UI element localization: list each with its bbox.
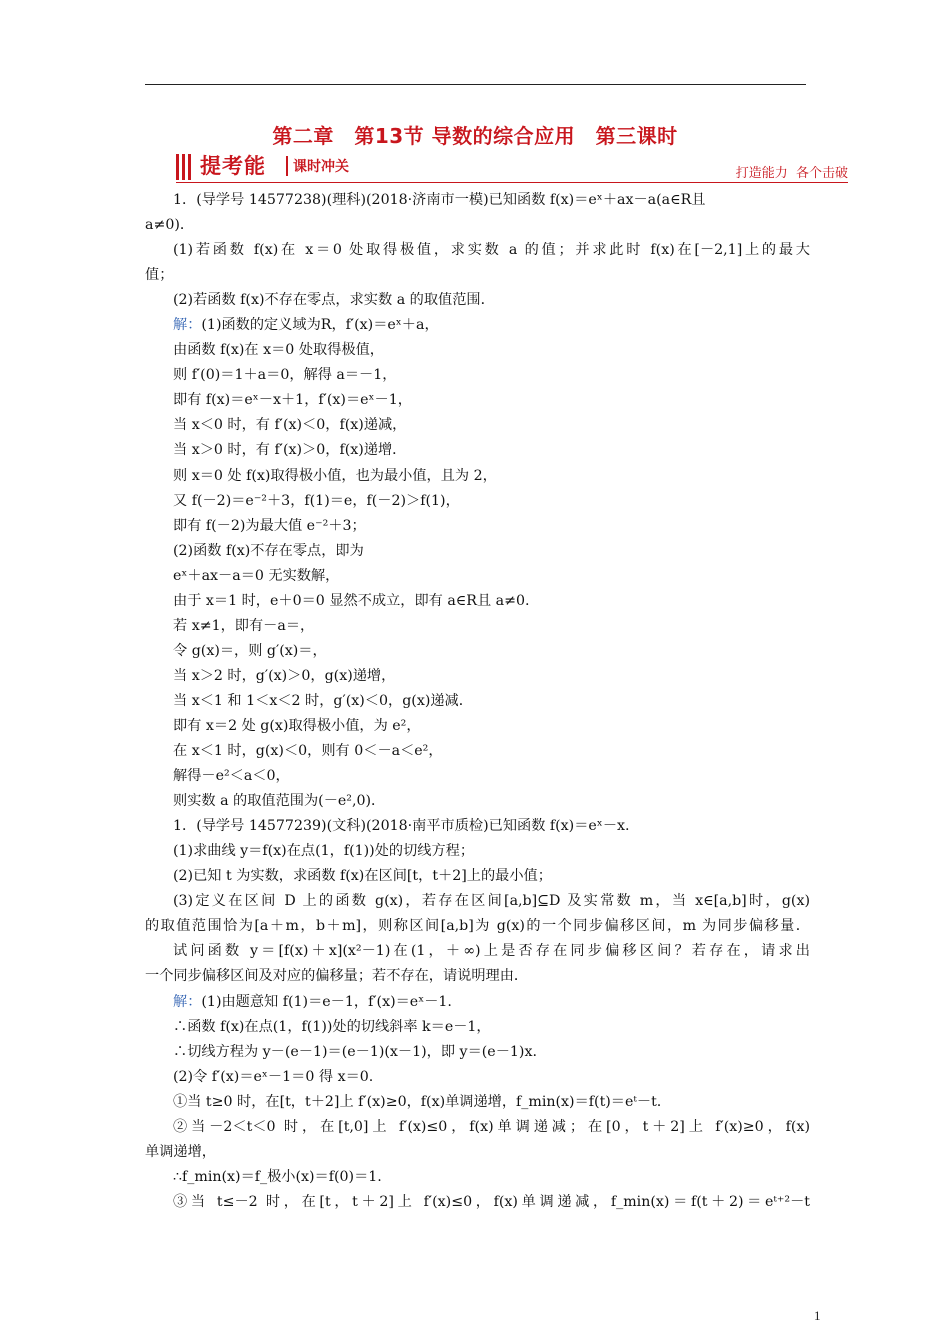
solution-line: 令 g(x)＝，则 g′(x)＝，: [173, 642, 327, 659]
problem-line: 1．(导学号 14577239)(文科)(2018·南平市质检)已知函数 f(x)＝eˣ－x.: [173, 818, 630, 835]
solution-line: 即有 x＝2 处 g(x)取得极小值，为 e²，: [173, 717, 421, 734]
solution-line: 由于 x＝1 时，e＋0＝0 显然不成立，即有 a∈R且 a≠0.: [173, 592, 530, 609]
solution-line: 当 x＜0 时，有 f′(x)＜0，f(x)递减，: [173, 417, 407, 434]
solution-label: 解：: [173, 993, 202, 1010]
banner-divider: [286, 156, 288, 176]
solution-line: ③当 t≤－2 时，在[t，t＋2]上 f′(x)≤0，f(x)单调递减，f_min(x)＝f(t＋2)＝eᵗ⁺²－t: [173, 1193, 810, 1210]
problem-line: (2)若函数 f(x)不存在零点，求实数 a 的取值范围．: [173, 292, 495, 309]
problem-line: (1)求曲线 y＝f(x)在点(1，f(1))处的切线方程；: [173, 843, 475, 860]
banner-sub-label: 课时冲关: [293, 159, 349, 175]
solution-line: 即有 f(－2)为最大值 e⁻²＋3；: [173, 517, 366, 534]
problem-line: 1．(导学号 14577238)(理科)(2018·济南市一模)已知函数 f(x)＝eˣ＋ax－a(a∈R且: [173, 192, 706, 208]
solution-line: 则实数 a 的取值范围为(－e²,0)．: [173, 793, 386, 810]
banner-rule: [176, 182, 848, 183]
problem-line: 值；: [145, 267, 174, 284]
solution-line: 解得－e²＜a＜0，: [173, 768, 290, 785]
page-number: 1: [814, 1308, 821, 1323]
solution-line: (2)令 f′(x)＝eˣ－1＝0 得 x＝0.: [173, 1068, 374, 1085]
problem-line: (3)定义在区间 D 上的函数 g(x)，若存在区间[a,b]⊆D 及实常数 m，当 x∈[a,b]时，g(x): [173, 893, 810, 910]
solution-line: 则 x＝0 处 f(x)取得极小值，也为最小值，且为 2，: [173, 467, 497, 484]
section-banner: [176, 150, 848, 184]
solution-line: 又 f(－2)＝e⁻²＋3，f(1)＝e，f(－2)＞f(1)，: [173, 492, 460, 509]
solution-line: 即有 f(x)＝eˣ－x＋1，f′(x)＝eˣ－1，: [173, 392, 412, 409]
banner-main-label: 提考能: [200, 154, 266, 178]
problem-line: (1)若函数 f(x)在 x＝0 处取得极值，求实数 a 的值；并求此时 f(x)在[－2,1]上的最大: [173, 242, 810, 259]
solution-line: ∴函数 f(x)在点(1，f(1))处的切线斜率 k＝e－1，: [173, 1018, 491, 1035]
problem-line: a≠0)．: [145, 217, 195, 234]
solution-line: (2)函数 f(x)不存在零点，即为: [173, 542, 364, 559]
header-rule: [145, 84, 806, 85]
solution-line: 由函数 f(x)在 x＝0 处取得极值，: [173, 342, 384, 359]
banner-bars-icon: [176, 154, 196, 180]
solution-line: 当 x＞0 时，有 f′(x)＞0，f(x)递增．: [173, 442, 407, 459]
solution-line: 当 x＜1 和 1＜x＜2 时，g′(x)＜0，g(x)递减．: [173, 692, 473, 709]
problem-line: (2)已知 t 为实数，求函数 f(x)在区间[t，t＋2]上的最小值；: [173, 868, 552, 885]
problem-line: 一个同步偏移区间及对应的偏移量；若不存在，请说明理由．: [145, 968, 529, 985]
solution-line: 单调递增，: [145, 1143, 216, 1160]
solution-line: 解：(1)函数的定义域为R，f′(x)＝eˣ＋a，: [173, 317, 439, 334]
document-body: [145, 188, 810, 1215]
solution-line: ∴切线方程为 y－(e－1)＝(e－1)(x－1)，即 y＝(e－1)x.: [173, 1043, 537, 1060]
solution-line: 若 x≠1，即有－a＝，: [173, 617, 315, 634]
solution-line: 当 x＞2 时，g′(x)＞0，g(x)递增，: [173, 667, 396, 684]
solution-line: 在 x＜1 时，g(x)＜0，则有 0＜－a＜e²，: [173, 743, 443, 760]
solution-line: ②当－2＜t＜0 时，在[t,0]上 f′(x)≤0，f(x)单调递减；在[0，t＋2]上 f′(x)≥0，f(x): [173, 1118, 810, 1135]
solution-line: 解：(1)由题意知 f(1)＝e－1，f′(x)＝eˣ－1.: [173, 993, 452, 1010]
solution-line: ①当 t≥0 时，在[t，t＋2]上 f′(x)≥0，f(x)单调递增，f_min(x)＝f(t)＝eᵗ－t.: [173, 1093, 662, 1110]
solution-line: eˣ＋ax－a＝0 无实数解，: [173, 567, 340, 584]
banner-slogan: 打造能力 各个击破: [735, 166, 848, 181]
problem-line: 的取值范围恰为[a＋m，b＋m]，则称区间[a,b]为 g(x)的一个同步偏移区间，m 为同步偏移量．: [145, 918, 810, 935]
solution-line: 则 f′(0)＝1＋a＝0，解得 a＝－1，: [173, 367, 397, 384]
solution-label: 解：: [173, 317, 202, 334]
problem-line: 试问函数 y＝[f(x)＋x](x²－1)在(1，＋∞)上是否存在同步偏移区间？若存在，请求出: [173, 943, 810, 960]
page-title: 第二章 第13节 导数的综合应用 第三课时: [272, 124, 678, 148]
solution-line: ∴f_min(x)＝f_极小(x)＝f(0)＝1.: [173, 1168, 382, 1185]
